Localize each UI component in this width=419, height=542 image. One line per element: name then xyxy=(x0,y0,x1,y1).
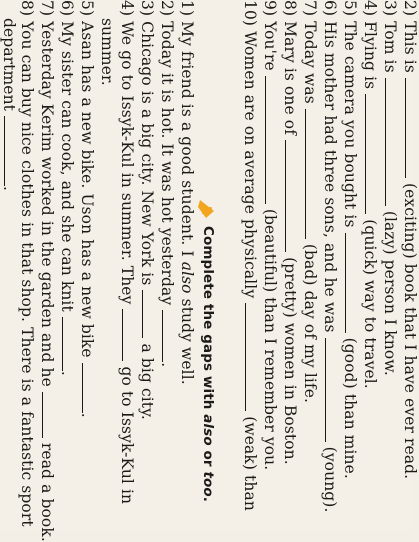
item-text: My sister can cook, and she can knit xyxy=(58,21,76,312)
item-text: (weak) than xyxy=(241,416,259,511)
exercise-a-item-3 xyxy=(381,0,398,376)
item-text: The camera you bought is xyxy=(341,21,359,228)
item-text: (good) than mine. xyxy=(341,337,359,479)
item-text: a big city. xyxy=(138,343,156,420)
answer-gap[interactable] xyxy=(405,78,418,178)
item-number: 6) xyxy=(58,0,76,17)
answer-gap[interactable] xyxy=(42,392,55,438)
exercise-b-item-4-continued xyxy=(98,18,115,86)
item-text: Yesterday Kerim worked in the garden and he xyxy=(38,21,56,387)
item-text: read a book. xyxy=(38,442,56,542)
item-text: Chicago is a big city. New York is xyxy=(138,21,156,286)
item-text: (bad) day of my life. xyxy=(301,243,319,404)
item-text: (pretty) women in Boston. xyxy=(281,257,299,465)
exercise-a-item-8 xyxy=(281,0,298,465)
item-text: (lazy) person I know. xyxy=(381,210,399,376)
answer-gap[interactable] xyxy=(365,94,378,214)
answer-gap[interactable] xyxy=(265,76,278,204)
answer-gap[interactable] xyxy=(245,303,258,411)
item-text: (young). xyxy=(321,446,339,513)
item-text: (exciting) book that I have ever read. xyxy=(401,182,419,480)
exercise-b-item-6 xyxy=(58,0,75,376)
answer-gap[interactable] xyxy=(4,116,17,186)
item-text: study well. xyxy=(178,293,196,385)
exercise-a-item-6 xyxy=(321,0,338,512)
item-number: 4) xyxy=(118,0,136,17)
item-text: You're xyxy=(261,21,279,71)
heading-text: or xyxy=(200,445,216,472)
item-number: 3) xyxy=(138,0,156,17)
item-text: Asan has a new bike. Uson has a new bike xyxy=(78,21,96,358)
exercise-b-item-2 xyxy=(158,0,175,367)
exercise-b-item-8-continued xyxy=(0,18,17,191)
exercise-a-item-7 xyxy=(301,0,318,403)
exercise-b-item-1 xyxy=(178,0,195,385)
answer-gap[interactable] xyxy=(162,310,175,362)
item-text: department xyxy=(0,18,18,111)
item-number: 7) xyxy=(38,0,56,17)
item-text: Flying is xyxy=(361,21,379,90)
item-number: 10) xyxy=(241,0,259,27)
item-number: 2) xyxy=(401,0,419,17)
exercise-a-item-5 xyxy=(341,0,358,479)
item-text: (quick) way to travel. xyxy=(361,219,379,389)
item-number: 1) xyxy=(178,0,196,17)
exercise-a-item-4 xyxy=(361,0,378,389)
item-number: 6) xyxy=(321,0,339,17)
item-number: 7) xyxy=(301,0,319,17)
item-text: . xyxy=(78,412,96,418)
item-text: His mother had three sons, and he was xyxy=(321,21,339,333)
answer-gap[interactable] xyxy=(325,338,338,442)
answer-gap[interactable] xyxy=(62,317,75,371)
exercise-b-item-7 xyxy=(38,0,55,542)
item-text: Tom is xyxy=(381,21,399,73)
item-number: 8) xyxy=(281,0,299,17)
exercise-b-item-5 xyxy=(78,0,95,418)
item-number: 2) xyxy=(158,0,176,17)
exercise-a-item-9 xyxy=(261,0,278,470)
exercise-b-item-4 xyxy=(118,0,135,504)
exercise-b-heading xyxy=(199,226,216,502)
answer-gap[interactable] xyxy=(345,233,358,333)
item-number: 5) xyxy=(78,0,96,17)
item-number: 9) xyxy=(261,0,279,17)
item-number: 4) xyxy=(361,0,379,17)
task-number-mark xyxy=(197,198,219,220)
item-text: Mary is one of xyxy=(281,21,299,136)
task-number: 2 xyxy=(198,206,213,216)
answer-gap[interactable] xyxy=(305,109,318,239)
item-text: Women are on average physically xyxy=(241,31,259,299)
item-text: . xyxy=(158,362,176,368)
answer-gap[interactable] xyxy=(385,78,398,206)
item-text: go to Issyk-Kul in xyxy=(118,366,136,505)
item-text: We go to Issyk-Kul in summer. They xyxy=(118,21,136,305)
item-text: . xyxy=(0,186,18,192)
item-text: Today was xyxy=(301,21,319,104)
answer-gap[interactable] xyxy=(82,363,95,413)
heading-text: . xyxy=(200,496,216,502)
heading-also: also xyxy=(200,414,216,446)
item-text: summer. xyxy=(98,18,116,86)
exercise-b-item-3 xyxy=(138,0,155,420)
exercise-a-item-10 xyxy=(241,0,258,511)
exercise-b-item-8 xyxy=(18,0,35,527)
item-text: . xyxy=(58,370,76,376)
answer-gap[interactable] xyxy=(122,309,135,361)
item-text: My friend is a good student. I xyxy=(178,21,196,262)
item-number: 8) xyxy=(18,0,36,17)
answer-gap[interactable] xyxy=(285,140,298,252)
exercise-a-item-2 xyxy=(401,0,418,479)
example-answer: also xyxy=(178,261,196,294)
item-text: (beautiful) than I remember you. xyxy=(261,208,279,471)
heading-too: too xyxy=(200,471,216,497)
item-number: 3) xyxy=(381,0,399,17)
heading-text: Complete the gaps with xyxy=(200,226,216,415)
item-number: 5) xyxy=(341,0,359,17)
item-text: You can buy nice clothes in that shop. There is a fantastic sport xyxy=(18,21,36,527)
answer-gap[interactable] xyxy=(142,290,155,338)
item-text: Today it is hot. It was hot yesterday xyxy=(158,21,176,306)
item-text: This is xyxy=(401,21,419,73)
